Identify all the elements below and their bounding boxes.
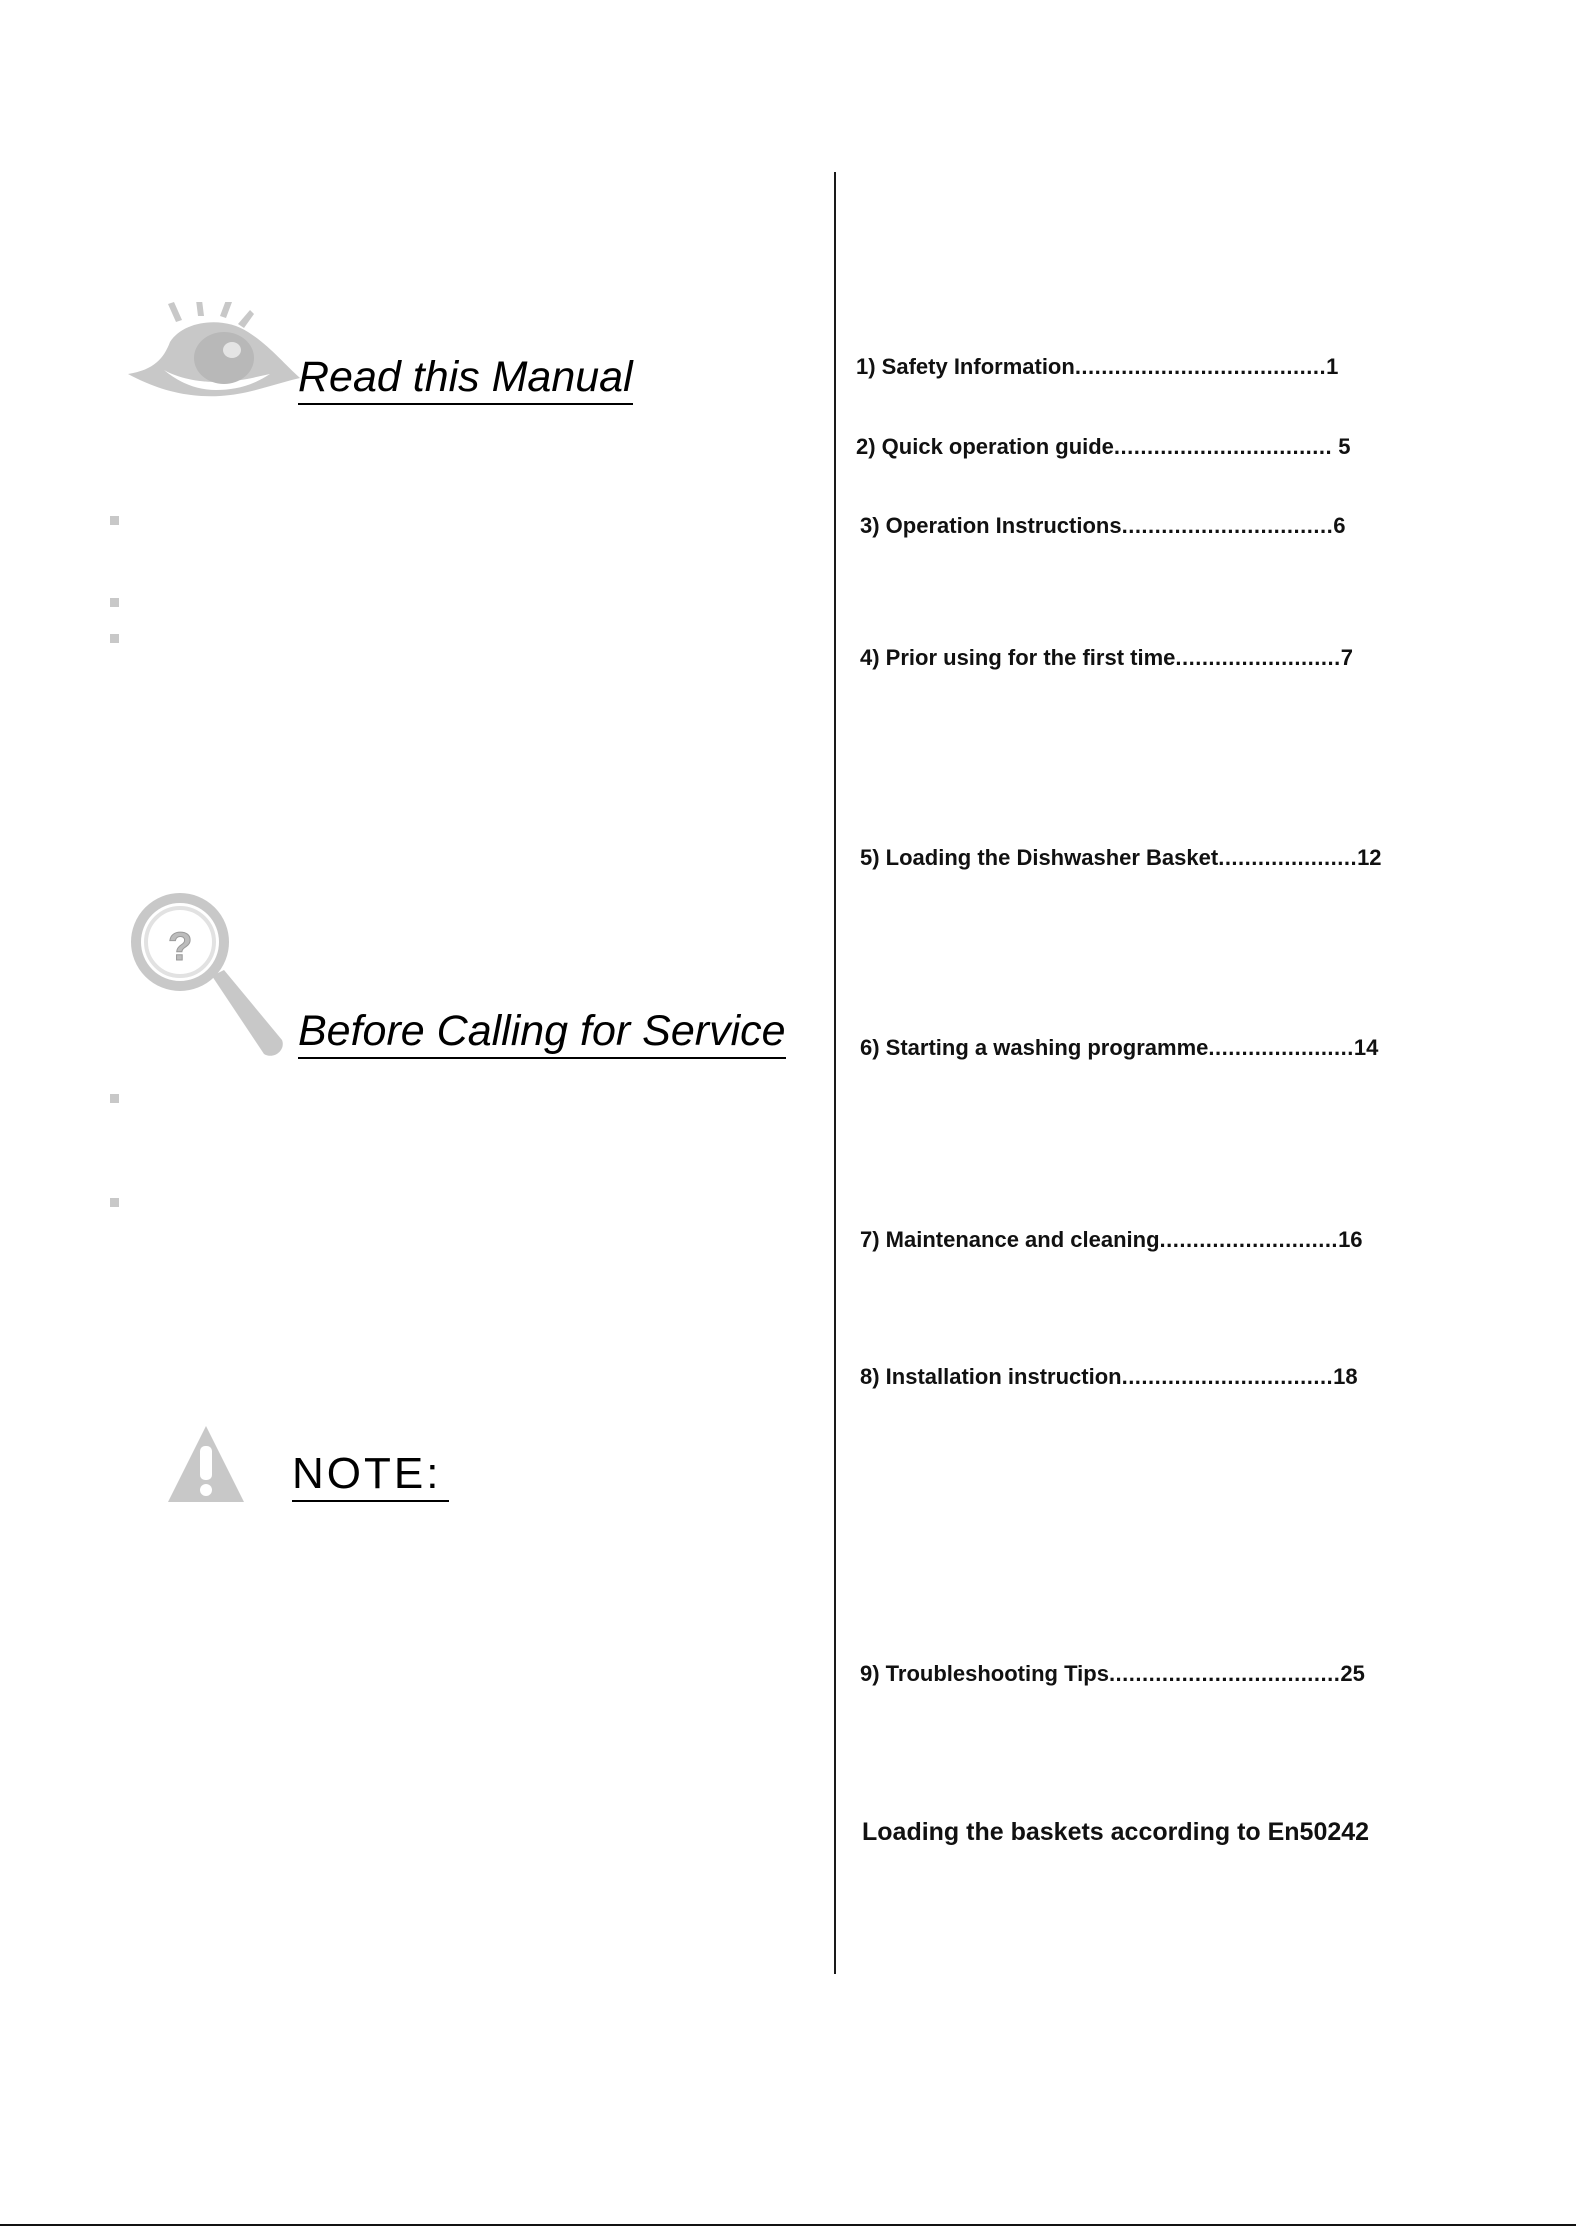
toc-page-number: 6: [1333, 513, 1346, 538]
svg-text:?: ?: [168, 925, 193, 969]
toc-entry-label: 3) Operation Instructions: [860, 513, 1122, 538]
toc-entry-label: 7) Maintenance and cleaning: [860, 1227, 1160, 1252]
toc-entry-starting-programme[interactable]: [860, 1037, 1378, 1059]
toc-page-number: 18: [1333, 1364, 1358, 1389]
toc-page-number: 25: [1340, 1661, 1365, 1686]
toc-entry-label: 9) Troubleshooting Tips: [860, 1661, 1109, 1686]
toc-entry-operation-instructions[interactable]: [860, 515, 1345, 537]
toc-entry-label: 8) Installation instruction: [860, 1364, 1122, 1389]
note-heading: NOTE:: [292, 1452, 449, 1502]
toc-page-number: 14: [1353, 1035, 1379, 1060]
toc-entry-label: 4) Prior using for the first time: [860, 645, 1176, 670]
toc-entry-label: 6) Starting a washing programme: [860, 1035, 1209, 1060]
toc-page-number: 12: [1357, 845, 1382, 870]
bullet-marker: [110, 1094, 119, 1103]
magnifier-question-icon: [128, 890, 288, 1060]
toc-leader: ................................: [1121, 513, 1334, 538]
warning-icon: [166, 1424, 246, 1504]
toc-entry-label: 1) Safety Information: [856, 354, 1075, 379]
page-bottom-rule: [0, 2224, 1576, 2226]
eye-icon: [124, 302, 304, 406]
toc-leader: ................................: [1121, 1364, 1334, 1389]
column-divider: [834, 172, 836, 1974]
read-manual-heading: Read this Manual: [298, 356, 633, 405]
toc-leader: ...................................: [1108, 1661, 1341, 1686]
toc-leader: ......................: [1208, 1035, 1354, 1060]
toc-entry-loading-basket[interactable]: [860, 847, 1382, 869]
bullet-marker: [110, 598, 119, 607]
toc-entry-quick-operation-guide[interactable]: [856, 436, 1351, 458]
toc-page-number: 16: [1338, 1227, 1363, 1252]
loading-baskets-en50242-heading: Loading the baskets according to En50242: [862, 1818, 1370, 1846]
toc-entry-installation-instruction[interactable]: [860, 1366, 1358, 1388]
toc-leader: .................................: [1113, 434, 1333, 459]
bullet-marker: [110, 516, 119, 525]
toc-leader: .....................: [1218, 845, 1358, 870]
bullet-marker: [110, 634, 119, 643]
toc-entry-maintenance-cleaning[interactable]: [860, 1229, 1363, 1251]
toc-page-number: 7: [1340, 645, 1353, 670]
toc-entry-troubleshooting-tips[interactable]: [860, 1663, 1365, 1685]
toc-leader: ......................................: [1074, 354, 1327, 379]
toc-entry-label: 5) Loading the Dishwasher Basket: [860, 845, 1219, 870]
toc-leader: .........................: [1175, 645, 1341, 670]
toc-page-number: 1: [1326, 354, 1339, 379]
before-service-heading: Before Calling for Service: [298, 1010, 786, 1059]
toc-entry-safety-information[interactable]: [856, 356, 1338, 378]
toc-entry-prior-using[interactable]: [860, 647, 1353, 669]
toc-leader: ...........................: [1159, 1227, 1339, 1252]
toc-entry-label: 2) Quick operation guide: [856, 434, 1114, 459]
bullet-marker: [110, 1198, 119, 1207]
toc-page-number: 5: [1332, 434, 1351, 459]
